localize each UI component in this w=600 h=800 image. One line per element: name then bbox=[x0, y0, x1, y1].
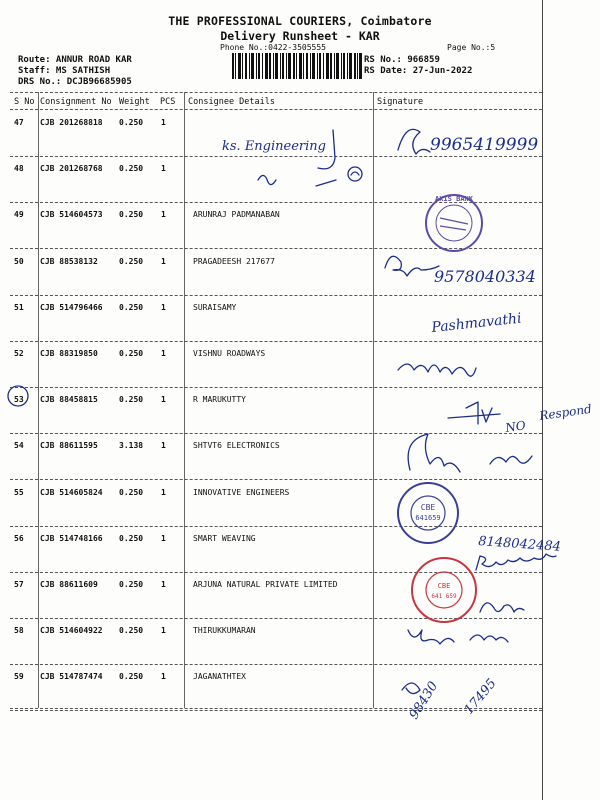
svg-text:CBE: CBE bbox=[420, 503, 436, 512]
row-consignment-no: CJB 88319850 bbox=[40, 349, 98, 358]
signature-57 bbox=[480, 603, 524, 612]
table-bottom-rule bbox=[10, 708, 542, 709]
svg-text:AXIS BANK: AXIS BANK bbox=[435, 195, 473, 203]
svg-text:641659: 641659 bbox=[415, 514, 441, 522]
signature-58 bbox=[408, 630, 508, 644]
column-divider bbox=[184, 92, 185, 708]
arjuna-natural-stamp bbox=[412, 558, 476, 622]
row-consignment-no: CJB 514605824 bbox=[40, 488, 103, 497]
row-weight: 0.250 bbox=[119, 303, 144, 312]
signature-50 bbox=[385, 256, 439, 276]
row-pcs: 1 bbox=[161, 441, 166, 450]
row-sno: 59 bbox=[14, 672, 24, 681]
signature-54a bbox=[408, 434, 460, 472]
header-rule-bottom bbox=[10, 109, 542, 110]
col-header-consignment: Consignment No bbox=[40, 97, 112, 107]
document-subtitle: Delivery Runsheet - KAR bbox=[220, 29, 380, 43]
row-sno: 54 bbox=[14, 441, 24, 450]
row-separator bbox=[10, 526, 542, 527]
header-rule-top bbox=[10, 92, 542, 93]
signature-56 bbox=[476, 554, 556, 570]
column-divider bbox=[373, 92, 374, 708]
handwriting-stroke bbox=[316, 180, 336, 186]
row-separator bbox=[10, 248, 542, 249]
row-weight: 0.250 bbox=[119, 395, 144, 404]
row-pcs: 1 bbox=[161, 164, 166, 173]
row-separator bbox=[10, 618, 542, 619]
row-weight: 0.250 bbox=[119, 672, 144, 681]
col-header-pcs: PCS bbox=[160, 97, 176, 107]
handwriting-note-59b: 17495 bbox=[461, 676, 500, 718]
row-pcs: 1 bbox=[161, 118, 166, 127]
barcode bbox=[232, 53, 362, 79]
row-sno: 58 bbox=[14, 626, 24, 635]
row-weight: 0.250 bbox=[119, 349, 144, 358]
page-number: Page No.:5 bbox=[447, 43, 496, 52]
row-consignee: JAGANATHTEX bbox=[193, 672, 246, 681]
handwriting-pashmavathi: Pashmavathi bbox=[430, 310, 523, 336]
handwriting-phone-56: 8148042484 bbox=[477, 534, 562, 555]
handwriting-phone-47: 9965419999 bbox=[430, 135, 539, 155]
handwriting-phone-50: 9578040334 bbox=[434, 267, 536, 286]
route-label: Route: ANNUR ROAD KAR bbox=[18, 55, 132, 65]
row-pcs: 1 bbox=[161, 349, 166, 358]
row-sno: 49 bbox=[14, 210, 24, 219]
row-weight: 0.250 bbox=[119, 626, 144, 635]
row-pcs: 1 bbox=[161, 626, 166, 635]
col-header-weight: Weight bbox=[119, 97, 150, 107]
row-consignment-no: CJB 514604573 bbox=[40, 210, 103, 219]
handwriting-no: NO bbox=[504, 418, 527, 435]
row-sno: 52 bbox=[14, 349, 24, 358]
rs-date: RS Date: 27-Jun-2022 bbox=[364, 66, 473, 76]
column-divider bbox=[38, 92, 39, 708]
phone-number: Phone No.:0422-3505555 bbox=[220, 43, 326, 52]
staff-label: Staff: MS SATHISH bbox=[18, 66, 111, 76]
row-pcs: 1 bbox=[161, 303, 166, 312]
row-pcs: 1 bbox=[161, 672, 166, 681]
row-separator bbox=[10, 664, 542, 665]
row-consignee: PRAGADEESH 217677 bbox=[193, 257, 275, 266]
row-pcs: 1 bbox=[161, 534, 166, 543]
row-consignment-no: CJB 514787474 bbox=[40, 672, 103, 681]
handwriting-respond: Respond bbox=[538, 401, 593, 423]
row-separator bbox=[10, 341, 542, 342]
row-consignee: SHTVT6 ELECTRONICS bbox=[193, 441, 280, 450]
row-weight: 3.138 bbox=[119, 441, 144, 450]
col-header-signature: Signature bbox=[377, 97, 424, 107]
row-weight: 0.250 bbox=[119, 257, 144, 266]
rs-number: RS No.: 966859 bbox=[364, 55, 440, 65]
signature-52 bbox=[398, 364, 476, 376]
row-consignee: INNOVATIVE ENGINEERS bbox=[193, 488, 290, 497]
row-consignment-no: CJB 88458815 bbox=[40, 395, 98, 404]
row-consignee: SURAISAMY bbox=[193, 303, 237, 312]
row-separator bbox=[10, 387, 542, 388]
handwriting-stroke bbox=[318, 130, 335, 169]
row-weight: 0.250 bbox=[119, 580, 144, 589]
row-consignment-no: CJB 88538132 bbox=[40, 257, 98, 266]
signature-54b bbox=[490, 456, 532, 464]
row-separator bbox=[10, 295, 542, 296]
row-sno: 56 bbox=[14, 534, 24, 543]
row-weight: 0.250 bbox=[119, 534, 144, 543]
row-separator bbox=[10, 156, 542, 157]
row-separator bbox=[10, 433, 542, 434]
handwriting-circle-mark bbox=[348, 167, 362, 181]
row-separator bbox=[10, 710, 542, 711]
row-sno: 50 bbox=[14, 257, 24, 266]
row-consignment-no: CJB 88611609 bbox=[40, 580, 98, 589]
row-weight: 0.250 bbox=[119, 488, 144, 497]
col-header-consignee: Consignee Details bbox=[188, 97, 275, 107]
row-sno: 53 bbox=[14, 395, 24, 404]
row-weight: 0.250 bbox=[119, 210, 144, 219]
row-sno: 51 bbox=[14, 303, 24, 312]
row-weight: 0.250 bbox=[119, 164, 144, 173]
row-consignee: ARJUNA NATURAL PRIVATE LIMITED bbox=[193, 580, 338, 589]
row-sno: 48 bbox=[14, 164, 24, 173]
right-border bbox=[542, 0, 543, 800]
svg-text:641 659: 641 659 bbox=[431, 593, 457, 600]
col-header-sno: S No bbox=[14, 97, 35, 107]
handwriting-note-59a: 98430 bbox=[406, 679, 442, 723]
row-pcs: 1 bbox=[161, 210, 166, 219]
row-consignment-no: CJB 514796466 bbox=[40, 303, 103, 312]
handwriting-ks-engineering: ks. Engineering bbox=[222, 139, 326, 154]
row-consignment-no: CJB 514604922 bbox=[40, 626, 103, 635]
row-consignee: THIRUKKUMARAN bbox=[193, 626, 256, 635]
row-consignment-no: CJB 514748166 bbox=[40, 534, 103, 543]
row-pcs: 1 bbox=[161, 488, 166, 497]
row-consignee: R MARUKUTTY bbox=[193, 395, 246, 404]
row-sno: 55 bbox=[14, 488, 24, 497]
row-weight: 0.250 bbox=[119, 118, 144, 127]
handwriting-stroke bbox=[351, 172, 359, 175]
row-pcs: 1 bbox=[161, 395, 166, 404]
handwriting-initials-53 bbox=[448, 402, 500, 424]
row-separator bbox=[10, 479, 542, 480]
row-pcs: 1 bbox=[161, 580, 166, 589]
axis-bank-stamp bbox=[426, 195, 482, 251]
row-sno: 47 bbox=[14, 118, 24, 127]
row-consignee: ARUNRAJ PADMANABAN bbox=[193, 210, 280, 219]
handwriting-mark-59 bbox=[402, 683, 420, 694]
drs-number: DRS No.: DCJB96685905 bbox=[18, 77, 132, 87]
row-consignee: VISHNU ROADWAYS bbox=[193, 349, 266, 358]
row-consignment-no: CJB 88611595 bbox=[40, 441, 98, 450]
engineering-stamp bbox=[398, 483, 458, 543]
row-consignment-no: CJB 201268818 bbox=[40, 118, 103, 127]
signature-47 bbox=[398, 129, 430, 154]
row-separator bbox=[10, 572, 542, 573]
row-consignee: SMART WEAVING bbox=[193, 534, 256, 543]
row-sno: 57 bbox=[14, 580, 24, 589]
row-separator bbox=[10, 202, 542, 203]
document-title: THE PROFESSIONAL COURIERS, Coimbatore bbox=[168, 14, 432, 28]
row-consignment-no: CJB 201268768 bbox=[40, 164, 103, 173]
row-pcs: 1 bbox=[161, 257, 166, 266]
svg-text:CBE: CBE bbox=[437, 582, 451, 590]
handwriting-initials bbox=[258, 175, 276, 184]
